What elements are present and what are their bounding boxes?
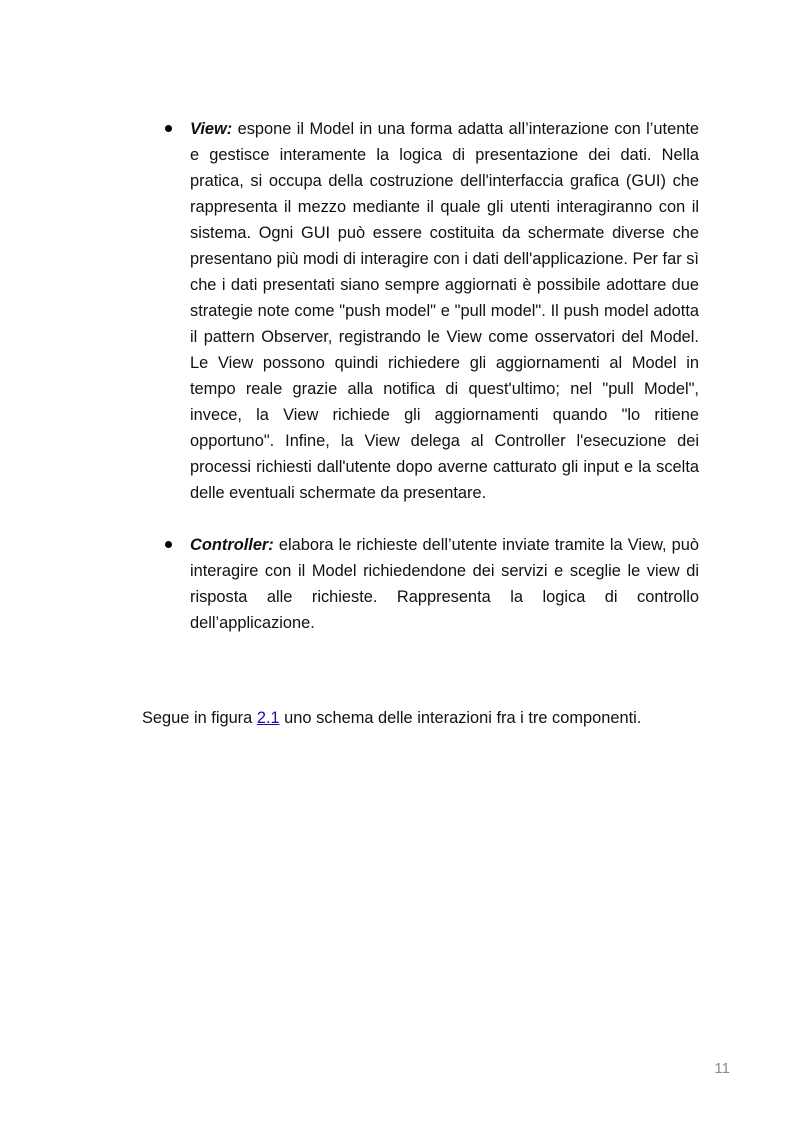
paragraph-text-after: uno schema delle interazioni fra i tre componenti. (279, 709, 642, 727)
description-controller: elabora le richieste dell’utente inviate tramite la View, può interagire con il Model richiedendone dei servizi e sceglie le view di risposta alle richieste. Rappresenta la logica di controllo dell’applicazione. (190, 536, 699, 632)
term-controller: Controller: (190, 536, 274, 554)
figure-reference-paragraph (142, 705, 702, 731)
bullet-icon (165, 541, 172, 548)
page-number: 11 (714, 1060, 730, 1077)
term-view: View: (190, 120, 233, 138)
list-item-controller (165, 532, 699, 636)
figure-link[interactable]: 2.1 (256, 709, 280, 727)
bullet-icon (165, 125, 172, 132)
component-list (165, 116, 699, 636)
paragraph-text-before: Segue in figura (142, 709, 257, 727)
description-view: espone il Model in una forma adatta all’interazione con l’utente e gestisce interamente la logica di presentazione dei dati. Nella pratica, si occupa della costruzione dell'interfaccia grafica (GUI) che rappresenta il mezzo mediante il quale gli utenti interagiranno con il sistema. Ogni GUI può essere costituita da schermate diverse che presentano più modi di interagire con i dati dell'applicazione. Per far sì che i dati presentati siano sempre aggiornati è possibile adottare due strategie note come "push model" e "pull model". Il push model adotta il pattern Observer, registrando le View come osservatori del Model. Le View possono quindi richiedere gli aggiornamenti al Model in tempo reale grazie alla notifica di quest'ultimo; nel "pull Model", invece, la View richiede gli aggiornamenti quando "lo ritiene opportuno". Infine, la View delega al Controller l'esecuzione dei processi richiesti dall'utente dopo averne catturato gli input e la scelta delle eventuali schermate da presentare. (190, 120, 699, 502)
list-item-view (165, 116, 699, 506)
